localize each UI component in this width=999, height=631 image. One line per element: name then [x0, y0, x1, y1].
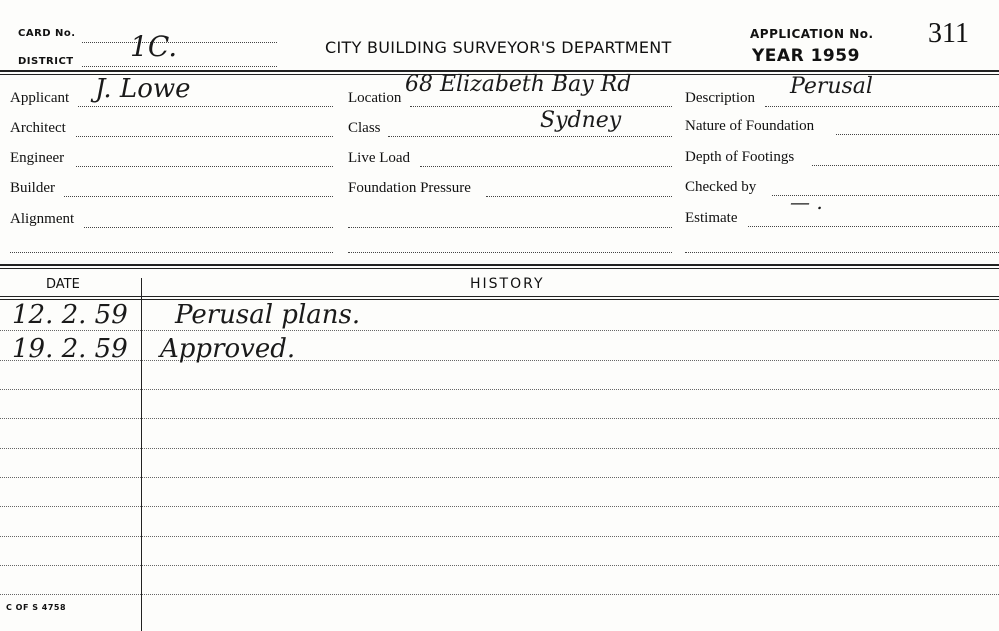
history-header-rule	[0, 296, 999, 297]
section-rule-bottom	[0, 268, 999, 269]
history-header-rule-2	[0, 299, 999, 300]
engineer-label: Engineer	[10, 150, 65, 166]
col2-line-6	[348, 252, 672, 253]
depth-of-footings-label: Depth of Footings	[685, 149, 795, 165]
col3-line-6	[685, 252, 999, 253]
builder-line	[64, 196, 333, 197]
applicant-value: J. Lowe	[95, 74, 191, 104]
history-column-header: HISTORY	[470, 276, 545, 292]
applicant-line	[78, 106, 333, 107]
history-entry-1-date: 12. 2. 59	[12, 300, 128, 330]
location-value: 68 Elizabeth Bay Rd	[405, 72, 632, 97]
history-line	[0, 389, 999, 390]
department-title: CITY BUILDING SURVEYOR'S DEPARTMENT	[325, 38, 672, 57]
history-line	[0, 448, 999, 449]
checked-by-label: Checked by	[685, 179, 757, 195]
live-load-label: Live Load	[348, 150, 411, 166]
architect-line	[76, 136, 333, 137]
history-line	[0, 536, 999, 537]
history-line	[0, 418, 999, 419]
estimate-label: Estimate	[685, 210, 738, 226]
form-code: C OF S 4758	[6, 603, 67, 612]
nature-of-foundation-label: Nature of Foundation	[685, 118, 815, 134]
foundation-pressure-label: Foundation Pressure	[348, 180, 471, 196]
history-line	[0, 360, 999, 361]
section-rule-top	[0, 264, 999, 266]
history-entry-2-text: Approved.	[160, 334, 296, 364]
nature-of-foundation-line	[836, 134, 999, 135]
class-label: Class	[348, 120, 381, 136]
district-line	[82, 66, 277, 67]
year-label: YEAR 1959	[752, 46, 860, 66]
history-line	[0, 330, 999, 331]
location-label: Location	[348, 90, 402, 106]
card-no-label: CARD No.	[18, 28, 76, 39]
history-entry-2-date: 19. 2. 59	[12, 334, 128, 364]
description-line	[765, 106, 999, 107]
alignment-label: Alignment	[10, 211, 75, 227]
live-load-line	[420, 166, 672, 167]
history-line	[0, 594, 999, 595]
col2-line-5	[348, 227, 672, 228]
description-label: Description	[685, 90, 755, 106]
district-label: DISTRICT	[18, 56, 74, 67]
alignment-line	[84, 227, 333, 228]
date-column-header: DATE	[46, 277, 80, 292]
description-value: Perusal	[790, 74, 873, 99]
application-no-label: APPLICATION No.	[750, 27, 874, 41]
district-value: 1C.	[130, 30, 178, 63]
history-line	[0, 565, 999, 566]
estimate-value: — .	[790, 190, 823, 214]
location-value-line2: Sydney	[540, 108, 622, 133]
alignment-line-2	[10, 252, 333, 253]
application-no-value: 311	[928, 18, 969, 49]
foundation-pressure-line	[486, 196, 672, 197]
architect-label: Architect	[10, 120, 66, 136]
estimate-line	[748, 226, 999, 227]
applicant-label: Applicant	[10, 90, 70, 106]
history-entry-1-text: Perusal plans.	[175, 300, 361, 330]
location-line	[410, 106, 672, 107]
history-line	[0, 506, 999, 507]
builder-label: Builder	[10, 180, 55, 196]
class-line	[388, 136, 672, 137]
depth-of-footings-line	[812, 165, 999, 166]
history-line	[0, 477, 999, 478]
engineer-line	[76, 166, 333, 167]
card-no-line	[82, 42, 277, 43]
